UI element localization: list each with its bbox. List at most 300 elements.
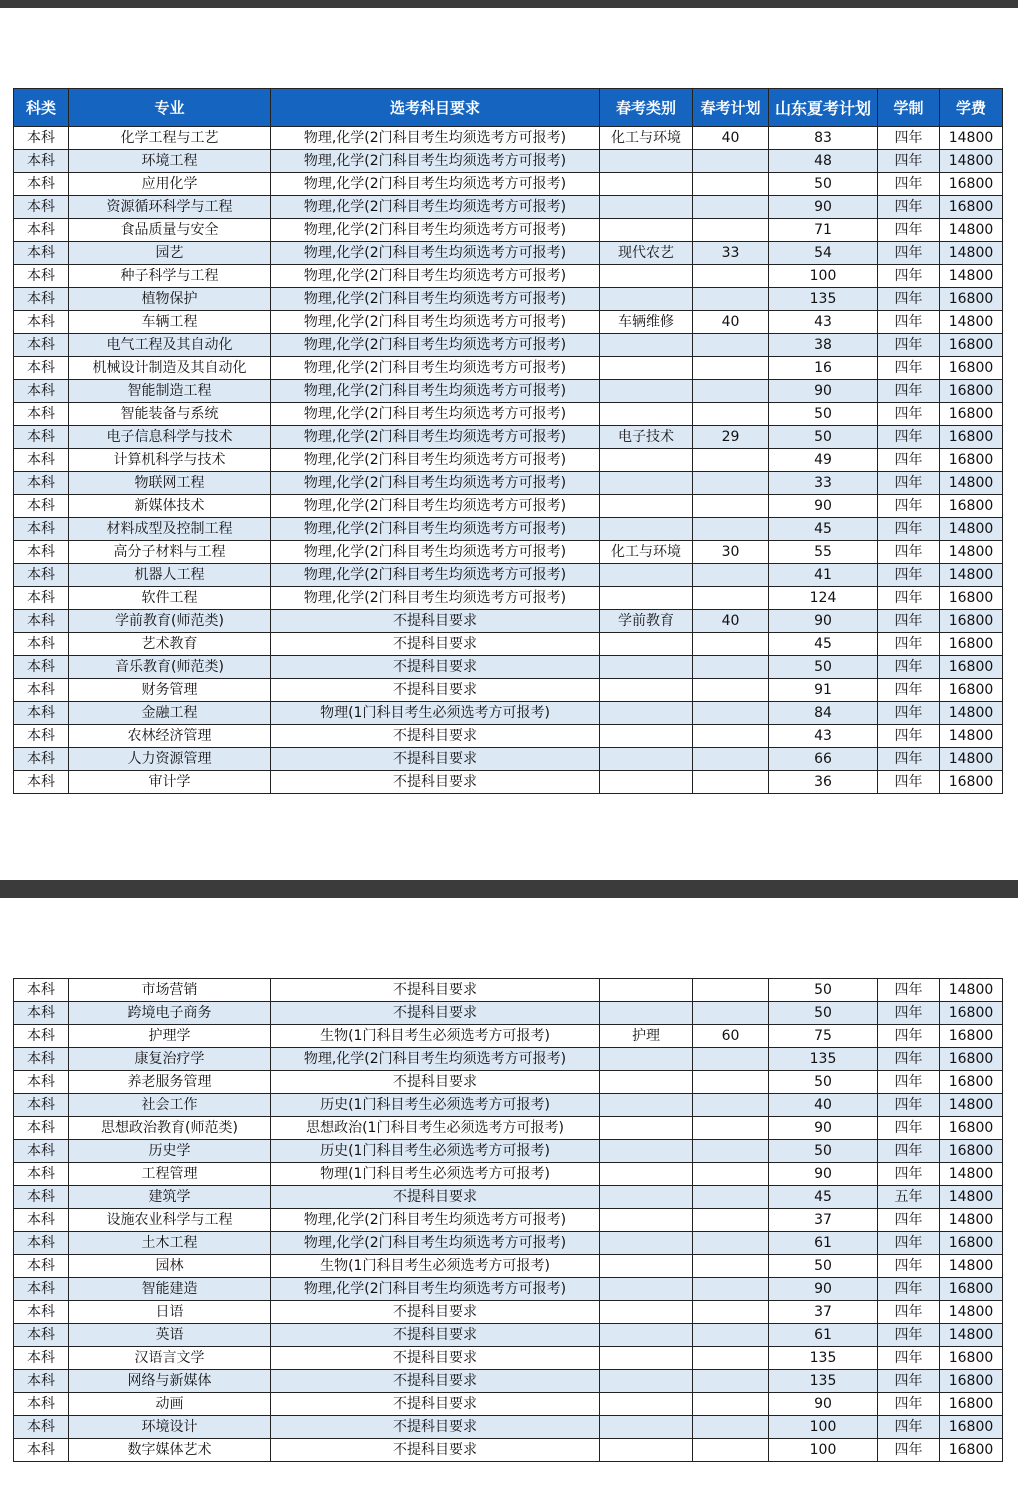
- cell-spring-category: [600, 219, 693, 242]
- cell-summer-plan: 36: [769, 771, 878, 794]
- cell-duration: 四年: [878, 242, 940, 265]
- cell-tuition: 14800: [940, 265, 1003, 288]
- cell-spring-category: [600, 725, 693, 748]
- cell-category: 本科: [14, 1094, 69, 1117]
- cell-summer-plan: 75: [769, 1025, 878, 1048]
- cell-tuition: 16800: [940, 288, 1003, 311]
- cell-spring-plan: [693, 449, 769, 472]
- cell-major: 金融工程: [69, 702, 271, 725]
- cell-major: 音乐教育(师范类): [69, 656, 271, 679]
- cell-spring-plan: [693, 1370, 769, 1393]
- cell-tuition: 16800: [940, 1232, 1003, 1255]
- cell-category: 本科: [14, 196, 69, 219]
- cell-major: 建筑学: [69, 1186, 271, 1209]
- top-divider-bar: [0, 0, 1018, 8]
- cell-category: 本科: [14, 1186, 69, 1209]
- cell-major: 植物保护: [69, 288, 271, 311]
- cell-summer-plan: 43: [769, 725, 878, 748]
- cell-major: 计算机科学与技术: [69, 449, 271, 472]
- table-row: [14, 656, 1003, 679]
- cell-summer-plan: 43: [769, 311, 878, 334]
- cell-major: 设施农业科学与工程: [69, 1209, 271, 1232]
- cell-spring-category: [600, 1209, 693, 1232]
- header-spring-category: 春考类别: [600, 89, 693, 127]
- cell-spring-plan: [693, 334, 769, 357]
- cell-major: 环境工程: [69, 150, 271, 173]
- cell-major: 应用化学: [69, 173, 271, 196]
- cell-summer-plan: 90: [769, 1117, 878, 1140]
- cell-spring-plan: [693, 633, 769, 656]
- cell-tuition: 14800: [940, 702, 1003, 725]
- cell-tuition: 16800: [940, 1140, 1003, 1163]
- cell-major: 软件工程: [69, 587, 271, 610]
- cell-major: 思想政治教育(师范类): [69, 1117, 271, 1140]
- cell-spring-category: [600, 771, 693, 794]
- cell-duration: 四年: [878, 127, 940, 150]
- cell-summer-plan: 45: [769, 518, 878, 541]
- table-row: [14, 702, 1003, 725]
- cell-duration: 四年: [878, 1393, 940, 1416]
- cell-tuition: 14800: [940, 1186, 1003, 1209]
- cell-duration: 四年: [878, 1370, 940, 1393]
- table-row: [14, 518, 1003, 541]
- table-row: [14, 1370, 1003, 1393]
- cell-spring-plan: 40: [693, 311, 769, 334]
- cell-spring-category: 护理: [600, 1025, 693, 1048]
- cell-summer-plan: 37: [769, 1209, 878, 1232]
- table-body: [14, 979, 1003, 1462]
- cell-subject-requirement: 物理,化学(2门科目考生均须选考方可报考): [271, 587, 600, 610]
- cell-spring-category: [600, 495, 693, 518]
- cell-summer-plan: 50: [769, 979, 878, 1002]
- cell-major: 跨境电子商务: [69, 1002, 271, 1025]
- cell-spring-category: [600, 587, 693, 610]
- cell-spring-plan: 60: [693, 1025, 769, 1048]
- cell-major: 种子科学与工程: [69, 265, 271, 288]
- middle-divider-bar: [0, 880, 1018, 898]
- cell-spring-category: 化工与环境: [600, 127, 693, 150]
- cell-tuition: 14800: [940, 1163, 1003, 1186]
- table-row: [14, 334, 1003, 357]
- cell-spring-plan: [693, 1094, 769, 1117]
- cell-major: 农林经济管理: [69, 725, 271, 748]
- table-row: [14, 633, 1003, 656]
- cell-summer-plan: 71: [769, 219, 878, 242]
- cell-summer-plan: 16: [769, 357, 878, 380]
- cell-tuition: 14800: [940, 1209, 1003, 1232]
- cell-major: 物联网工程: [69, 472, 271, 495]
- table-row: [14, 242, 1003, 265]
- cell-spring-category: [600, 1439, 693, 1462]
- cell-category: 本科: [14, 357, 69, 380]
- cell-tuition: 16800: [940, 1439, 1003, 1462]
- cell-subject-requirement: 思想政治(1门科目考生必须选考方可报考): [271, 1117, 600, 1140]
- cell-category: 本科: [14, 702, 69, 725]
- table-row: [14, 1025, 1003, 1048]
- cell-subject-requirement: 物理,化学(2门科目考生均须选考方可报考): [271, 403, 600, 426]
- cell-subject-requirement: 物理,化学(2门科目考生均须选考方可报考): [271, 472, 600, 495]
- cell-duration: 四年: [878, 334, 940, 357]
- cell-spring-plan: [693, 1002, 769, 1025]
- cell-duration: 五年: [878, 1186, 940, 1209]
- cell-category: 本科: [14, 1439, 69, 1462]
- cell-major: 智能装备与系统: [69, 403, 271, 426]
- cell-summer-plan: 49: [769, 449, 878, 472]
- cell-duration: 四年: [878, 771, 940, 794]
- cell-summer-plan: 50: [769, 1071, 878, 1094]
- cell-subject-requirement: 不提科目要求: [271, 748, 600, 771]
- cell-major: 园林: [69, 1255, 271, 1278]
- cell-spring-plan: [693, 979, 769, 1002]
- cell-subject-requirement: 不提科目要求: [271, 610, 600, 633]
- cell-spring-plan: [693, 472, 769, 495]
- cell-spring-category: [600, 633, 693, 656]
- cell-duration: 四年: [878, 288, 940, 311]
- cell-tuition: 16800: [940, 426, 1003, 449]
- cell-spring-category: [600, 449, 693, 472]
- cell-subject-requirement: 物理,化学(2门科目考生均须选考方可报考): [271, 173, 600, 196]
- cell-subject-requirement: 不提科目要求: [271, 679, 600, 702]
- table-row: [14, 150, 1003, 173]
- cell-spring-plan: [693, 288, 769, 311]
- cell-spring-category: [600, 1393, 693, 1416]
- cell-subject-requirement: 物理,化学(2门科目考生均须选考方可报考): [271, 311, 600, 334]
- cell-duration: 四年: [878, 150, 940, 173]
- cell-major: 护理学: [69, 1025, 271, 1048]
- table-row: [14, 173, 1003, 196]
- cell-category: 本科: [14, 1255, 69, 1278]
- cell-summer-plan: 61: [769, 1232, 878, 1255]
- cell-duration: 四年: [878, 748, 940, 771]
- cell-spring-plan: 33: [693, 242, 769, 265]
- table-row: [14, 265, 1003, 288]
- cell-spring-plan: [693, 1301, 769, 1324]
- cell-subject-requirement: 不提科目要求: [271, 771, 600, 794]
- table-row: [14, 449, 1003, 472]
- cell-duration: 四年: [878, 541, 940, 564]
- cell-subject-requirement: 物理(1门科目考生必须选考方可报考): [271, 702, 600, 725]
- table-row: [14, 1209, 1003, 1232]
- table-row: [14, 1048, 1003, 1071]
- table-row: [14, 587, 1003, 610]
- cell-category: 本科: [14, 748, 69, 771]
- cell-summer-plan: 50: [769, 1002, 878, 1025]
- table-row: [14, 1439, 1003, 1462]
- cell-summer-plan: 90: [769, 495, 878, 518]
- cell-category: 本科: [14, 1232, 69, 1255]
- cell-category: 本科: [14, 380, 69, 403]
- cell-category: 本科: [14, 334, 69, 357]
- cell-subject-requirement: 不提科目要求: [271, 1301, 600, 1324]
- cell-category: 本科: [14, 449, 69, 472]
- table-header-row: [14, 89, 1003, 127]
- cell-spring-category: [600, 748, 693, 771]
- cell-tuition: 16800: [940, 173, 1003, 196]
- cell-subject-requirement: 不提科目要求: [271, 1393, 600, 1416]
- cell-subject-requirement: 不提科目要求: [271, 979, 600, 1002]
- cell-major: 养老服务管理: [69, 1071, 271, 1094]
- cell-category: 本科: [14, 403, 69, 426]
- table-row: [14, 196, 1003, 219]
- cell-tuition: 16800: [940, 403, 1003, 426]
- cell-spring-plan: [693, 219, 769, 242]
- cell-major: 机器人工程: [69, 564, 271, 587]
- cell-summer-plan: 100: [769, 1416, 878, 1439]
- cell-summer-plan: 91: [769, 679, 878, 702]
- cell-subject-requirement: 物理,化学(2门科目考生均须选考方可报考): [271, 1048, 600, 1071]
- cell-spring-category: [600, 1324, 693, 1347]
- cell-major: 土木工程: [69, 1232, 271, 1255]
- cell-spring-plan: [693, 380, 769, 403]
- cell-tuition: 16800: [940, 380, 1003, 403]
- cell-major: 新媒体技术: [69, 495, 271, 518]
- cell-duration: 四年: [878, 380, 940, 403]
- cell-tuition: 16800: [940, 656, 1003, 679]
- cell-subject-requirement: 生物(1门科目考生必须选考方可报考): [271, 1255, 600, 1278]
- cell-subject-requirement: 不提科目要求: [271, 1370, 600, 1393]
- cell-spring-plan: [693, 679, 769, 702]
- header-major: 专业: [69, 89, 271, 127]
- cell-category: 本科: [14, 1301, 69, 1324]
- cell-spring-category: [600, 702, 693, 725]
- cell-tuition: 14800: [940, 518, 1003, 541]
- cell-spring-plan: 40: [693, 127, 769, 150]
- table-row: [14, 1094, 1003, 1117]
- cell-tuition: 14800: [940, 1324, 1003, 1347]
- cell-major: 财务管理: [69, 679, 271, 702]
- cell-major: 康复治疗学: [69, 1048, 271, 1071]
- cell-spring-category: [600, 196, 693, 219]
- table-row: [14, 679, 1003, 702]
- cell-tuition: 14800: [940, 1255, 1003, 1278]
- cell-tuition: 14800: [940, 472, 1003, 495]
- cell-spring-plan: [693, 1140, 769, 1163]
- cell-spring-category: [600, 1002, 693, 1025]
- cell-category: 本科: [14, 1117, 69, 1140]
- cell-spring-plan: [693, 265, 769, 288]
- table-row: [14, 380, 1003, 403]
- cell-spring-plan: [693, 587, 769, 610]
- table-row: [14, 403, 1003, 426]
- cell-summer-plan: 90: [769, 1393, 878, 1416]
- cell-spring-category: [600, 288, 693, 311]
- cell-spring-category: [600, 679, 693, 702]
- cell-category: 本科: [14, 1048, 69, 1071]
- cell-tuition: 14800: [940, 1301, 1003, 1324]
- cell-tuition: 14800: [940, 725, 1003, 748]
- cell-subject-requirement: 物理,化学(2门科目考生均须选考方可报考): [271, 196, 600, 219]
- cell-spring-category: [600, 656, 693, 679]
- cell-category: 本科: [14, 472, 69, 495]
- cell-summer-plan: 45: [769, 633, 878, 656]
- cell-spring-plan: [693, 1048, 769, 1071]
- cell-summer-plan: 50: [769, 173, 878, 196]
- cell-duration: 四年: [878, 679, 940, 702]
- cell-tuition: 16800: [940, 633, 1003, 656]
- cell-spring-category: [600, 1416, 693, 1439]
- cell-summer-plan: 84: [769, 702, 878, 725]
- cell-major: 艺术教育: [69, 633, 271, 656]
- cell-spring-plan: [693, 1393, 769, 1416]
- cell-category: 本科: [14, 127, 69, 150]
- cell-duration: 四年: [878, 1416, 940, 1439]
- cell-major: 社会工作: [69, 1094, 271, 1117]
- cell-summer-plan: 124: [769, 587, 878, 610]
- table-row: [14, 725, 1003, 748]
- cell-duration: 四年: [878, 610, 940, 633]
- cell-duration: 四年: [878, 979, 940, 1002]
- cell-spring-category: [600, 334, 693, 357]
- cell-spring-plan: [693, 150, 769, 173]
- cell-subject-requirement: 生物(1门科目考生必须选考方可报考): [271, 1025, 600, 1048]
- cell-tuition: 16800: [940, 334, 1003, 357]
- cell-spring-plan: [693, 702, 769, 725]
- table-row: [14, 426, 1003, 449]
- cell-category: 本科: [14, 495, 69, 518]
- cell-major: 动画: [69, 1393, 271, 1416]
- cell-category: 本科: [14, 633, 69, 656]
- cell-summer-plan: 54: [769, 242, 878, 265]
- cell-tuition: 16800: [940, 771, 1003, 794]
- cell-major: 材料成型及控制工程: [69, 518, 271, 541]
- cell-summer-plan: 37: [769, 1301, 878, 1324]
- cell-major: 英语: [69, 1324, 271, 1347]
- table-row: [14, 357, 1003, 380]
- cell-major: 工程管理: [69, 1163, 271, 1186]
- cell-major: 日语: [69, 1301, 271, 1324]
- cell-major: 化学工程与工艺: [69, 127, 271, 150]
- header-summer-plan: 山东夏考计划: [769, 89, 878, 127]
- cell-summer-plan: 50: [769, 656, 878, 679]
- cell-tuition: 16800: [940, 357, 1003, 380]
- cell-major: 审计学: [69, 771, 271, 794]
- cell-duration: 四年: [878, 426, 940, 449]
- cell-duration: 四年: [878, 1071, 940, 1094]
- cell-duration: 四年: [878, 1439, 940, 1462]
- cell-duration: 四年: [878, 1094, 940, 1117]
- cell-spring-plan: [693, 748, 769, 771]
- cell-spring-category: [600, 979, 693, 1002]
- cell-major: 电气工程及其自动化: [69, 334, 271, 357]
- header-category: 科类: [14, 89, 69, 127]
- cell-duration: 四年: [878, 449, 940, 472]
- cell-category: 本科: [14, 587, 69, 610]
- cell-spring-category: 车辆维修: [600, 311, 693, 334]
- cell-subject-requirement: 不提科目要求: [271, 1186, 600, 1209]
- cell-category: 本科: [14, 679, 69, 702]
- cell-spring-plan: [693, 1186, 769, 1209]
- cell-subject-requirement: 物理,化学(2门科目考生均须选考方可报考): [271, 150, 600, 173]
- cell-category: 本科: [14, 1416, 69, 1439]
- cell-category: 本科: [14, 173, 69, 196]
- cell-summer-plan: 90: [769, 1278, 878, 1301]
- cell-spring-category: [600, 472, 693, 495]
- cell-tuition: 16800: [940, 495, 1003, 518]
- cell-spring-category: [600, 1347, 693, 1370]
- cell-summer-plan: 40: [769, 1094, 878, 1117]
- cell-tuition: 16800: [940, 449, 1003, 472]
- cell-major: 车辆工程: [69, 311, 271, 334]
- cell-subject-requirement: 物理,化学(2门科目考生均须选考方可报考): [271, 357, 600, 380]
- cell-duration: 四年: [878, 403, 940, 426]
- cell-spring-category: [600, 265, 693, 288]
- cell-spring-category: [600, 1117, 693, 1140]
- cell-tuition: 16800: [940, 1002, 1003, 1025]
- cell-duration: 四年: [878, 725, 940, 748]
- cell-subject-requirement: 物理,化学(2门科目考生均须选考方可报考): [271, 242, 600, 265]
- cell-summer-plan: 50: [769, 1255, 878, 1278]
- cell-duration: 四年: [878, 1140, 940, 1163]
- table-row: [14, 541, 1003, 564]
- table-row: [14, 979, 1003, 1002]
- table-row: [14, 610, 1003, 633]
- cell-summer-plan: 90: [769, 1163, 878, 1186]
- cell-major: 数字媒体艺术: [69, 1439, 271, 1462]
- cell-subject-requirement: 物理,化学(2门科目考生均须选考方可报考): [271, 1232, 600, 1255]
- cell-tuition: 14800: [940, 979, 1003, 1002]
- cell-subject-requirement: 物理,化学(2门科目考生均须选考方可报考): [271, 334, 600, 357]
- table-row: [14, 771, 1003, 794]
- cell-subject-requirement: 不提科目要求: [271, 1324, 600, 1347]
- cell-spring-category: [600, 1163, 693, 1186]
- cell-duration: 四年: [878, 1117, 940, 1140]
- cell-duration: 四年: [878, 1163, 940, 1186]
- cell-category: 本科: [14, 541, 69, 564]
- cell-category: 本科: [14, 1278, 69, 1301]
- cell-category: 本科: [14, 242, 69, 265]
- cell-duration: 四年: [878, 311, 940, 334]
- cell-subject-requirement: 物理,化学(2门科目考生均须选考方可报考): [271, 426, 600, 449]
- admissions-plan-table-2: [13, 978, 1003, 1462]
- cell-summer-plan: 55: [769, 541, 878, 564]
- cell-spring-plan: [693, 1071, 769, 1094]
- table-row: [14, 288, 1003, 311]
- cell-summer-plan: 45: [769, 1186, 878, 1209]
- cell-summer-plan: 90: [769, 380, 878, 403]
- cell-spring-category: 电子技术: [600, 426, 693, 449]
- cell-category: 本科: [14, 564, 69, 587]
- cell-category: 本科: [14, 1071, 69, 1094]
- table-row: [14, 1071, 1003, 1094]
- table-row: [14, 1416, 1003, 1439]
- cell-summer-plan: 61: [769, 1324, 878, 1347]
- cell-category: 本科: [14, 1140, 69, 1163]
- cell-duration: 四年: [878, 633, 940, 656]
- header-subject-requirement: 选考科目要求: [271, 89, 600, 127]
- table-row: [14, 1393, 1003, 1416]
- cell-spring-category: [600, 380, 693, 403]
- table-row: [14, 1232, 1003, 1255]
- header-tuition: 学费: [940, 89, 1003, 127]
- cell-major: 历史学: [69, 1140, 271, 1163]
- cell-summer-plan: 41: [769, 564, 878, 587]
- cell-spring-category: [600, 1048, 693, 1071]
- cell-spring-plan: [693, 1439, 769, 1462]
- cell-category: 本科: [14, 265, 69, 288]
- cell-category: 本科: [14, 311, 69, 334]
- cell-tuition: 14800: [940, 242, 1003, 265]
- cell-duration: 四年: [878, 1324, 940, 1347]
- cell-category: 本科: [14, 656, 69, 679]
- cell-category: 本科: [14, 150, 69, 173]
- cell-tuition: 14800: [940, 541, 1003, 564]
- cell-major: 环境设计: [69, 1416, 271, 1439]
- cell-major: 智能建造: [69, 1278, 271, 1301]
- cell-subject-requirement: 物理,化学(2门科目考生均须选考方可报考): [271, 541, 600, 564]
- cell-tuition: 14800: [940, 127, 1003, 150]
- cell-subject-requirement: 物理,化学(2门科目考生均须选考方可报考): [271, 1278, 600, 1301]
- cell-major: 人力资源管理: [69, 748, 271, 771]
